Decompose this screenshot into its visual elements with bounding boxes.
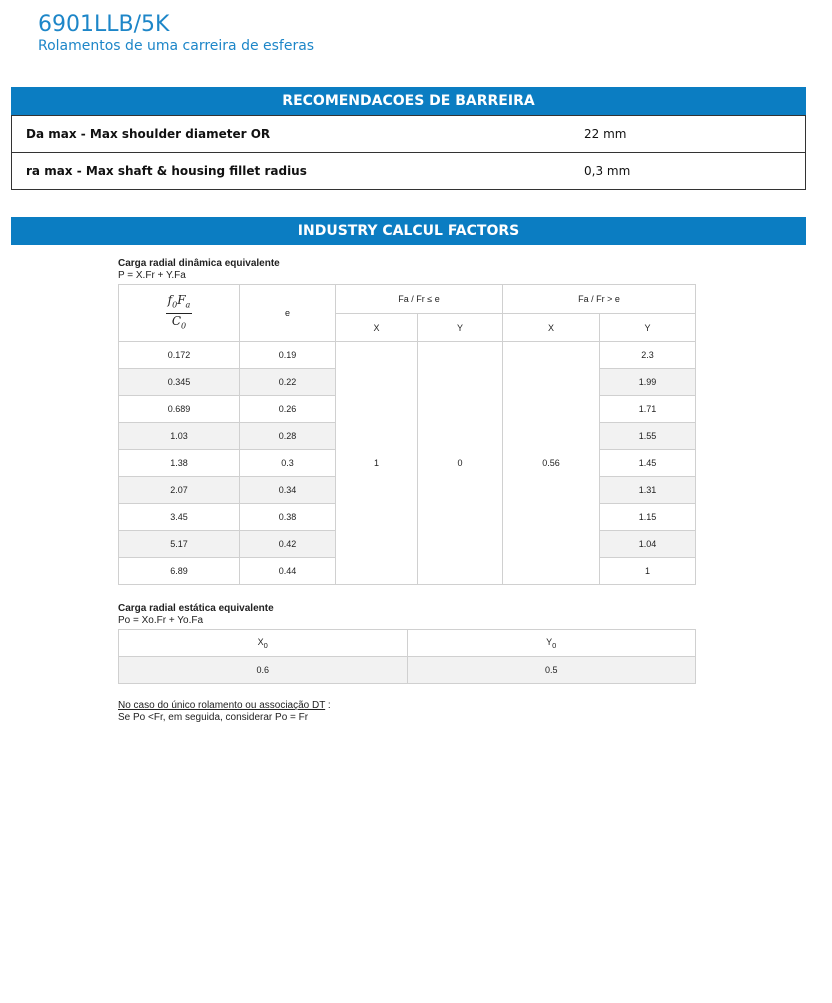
f0fa-c0-cell: 2.07 xyxy=(119,477,240,504)
y2-cell: 1 xyxy=(600,558,696,585)
y2-cell: 1.99 xyxy=(600,369,696,396)
product-subtitle: Rolamentos de uma carreira de esferas xyxy=(38,38,315,54)
f0fa-c0-cell: 5.17 xyxy=(119,531,240,558)
e-cell: 0.26 xyxy=(240,396,336,423)
static-load-formula: Po = Xo.Fr + Yo.Fa xyxy=(118,615,204,626)
note xyxy=(118,700,698,724)
barrier-value: 22 mm xyxy=(406,116,806,153)
y-header: Y xyxy=(600,314,696,342)
note-heading: No caso do único rolamento ou associação DT xyxy=(118,700,326,711)
barrier-table xyxy=(11,115,806,190)
x1-cell: 1 xyxy=(336,342,418,585)
table-row xyxy=(119,630,696,657)
e-cell: 0.44 xyxy=(240,558,336,585)
y-header: Y xyxy=(418,314,503,342)
e-cell: 0.3 xyxy=(240,450,336,477)
static-load-title: Carga radial estática equivalente xyxy=(118,603,274,614)
f0fa-c0-cell: 0.172 xyxy=(119,342,240,369)
f0fa-c0-cell: 1.03 xyxy=(119,423,240,450)
static-factors-table xyxy=(118,629,696,684)
dynamic-factors-table xyxy=(118,284,696,585)
f0fa-c0-formula: $\frac{f_0F_a}{C_0}$ xyxy=(167,293,191,330)
e-cell: 0.42 xyxy=(240,531,336,558)
e-cell: 0.22 xyxy=(240,369,336,396)
x2-cell: 0.56 xyxy=(503,342,600,585)
note-heading-suffix: : xyxy=(325,700,331,711)
e-cell: 0.19 xyxy=(240,342,336,369)
barrier-section-heading: RECOMENDACOES DE BARREIRA xyxy=(11,87,806,115)
product-title: 6901LLB/5K xyxy=(38,12,170,37)
x-header: X xyxy=(503,314,600,342)
barrier-label: Da max - Max shoulder diameter OR xyxy=(12,116,407,153)
note-text: Se Po <Fr, em seguida, considerar Po = Fr xyxy=(118,712,309,723)
factors-section-heading: INDUSTRY CALCUL FACTORS xyxy=(11,217,806,245)
e-cell: 0.34 xyxy=(240,477,336,504)
y2-cell: 1.04 xyxy=(600,531,696,558)
y2-cell: 2.3 xyxy=(600,342,696,369)
f0fa-c0-cell: 3.45 xyxy=(119,504,240,531)
f0fa-c0-cell: 0.345 xyxy=(119,369,240,396)
group2-header: Fa / Fr > e xyxy=(503,285,696,314)
y0-header: $Y_0$ xyxy=(407,630,696,657)
y2-cell: 1.45 xyxy=(600,450,696,477)
f0fa-c0-cell: 1.38 xyxy=(119,450,240,477)
y2-cell: 1.71 xyxy=(600,396,696,423)
barrier-value: 0,3 mm xyxy=(406,153,806,190)
barrier-label: ra max - Max shaft & housing fillet radius xyxy=(12,153,407,190)
f0fa-c0-header xyxy=(119,285,240,342)
y0-value: 0.5 xyxy=(407,657,696,684)
x0-header: $X_0$ xyxy=(119,630,408,657)
dynamic-load-title: Carga radial dinâmica equivalente xyxy=(118,258,280,269)
table-row xyxy=(119,342,696,369)
x-header: X xyxy=(336,314,418,342)
e-cell: 0.28 xyxy=(240,423,336,450)
e-cell: 0.38 xyxy=(240,504,336,531)
factors-panel xyxy=(118,258,698,724)
group1-header: Fa / Fr ≤ e xyxy=(336,285,503,314)
table-row xyxy=(119,657,696,684)
f0fa-c0-cell: 0.689 xyxy=(119,396,240,423)
x0-value: 0.6 xyxy=(119,657,408,684)
f0fa-c0-cell: 6.89 xyxy=(119,558,240,585)
y1-cell: 0 xyxy=(418,342,503,585)
y2-cell: 1.31 xyxy=(600,477,696,504)
e-header: e xyxy=(240,285,336,342)
dynamic-load-formula: P = X.Fr + Y.Fa xyxy=(118,270,186,281)
table-row xyxy=(12,153,806,190)
y2-cell: 1.15 xyxy=(600,504,696,531)
table-row xyxy=(12,116,806,153)
y2-cell: 1.55 xyxy=(600,423,696,450)
